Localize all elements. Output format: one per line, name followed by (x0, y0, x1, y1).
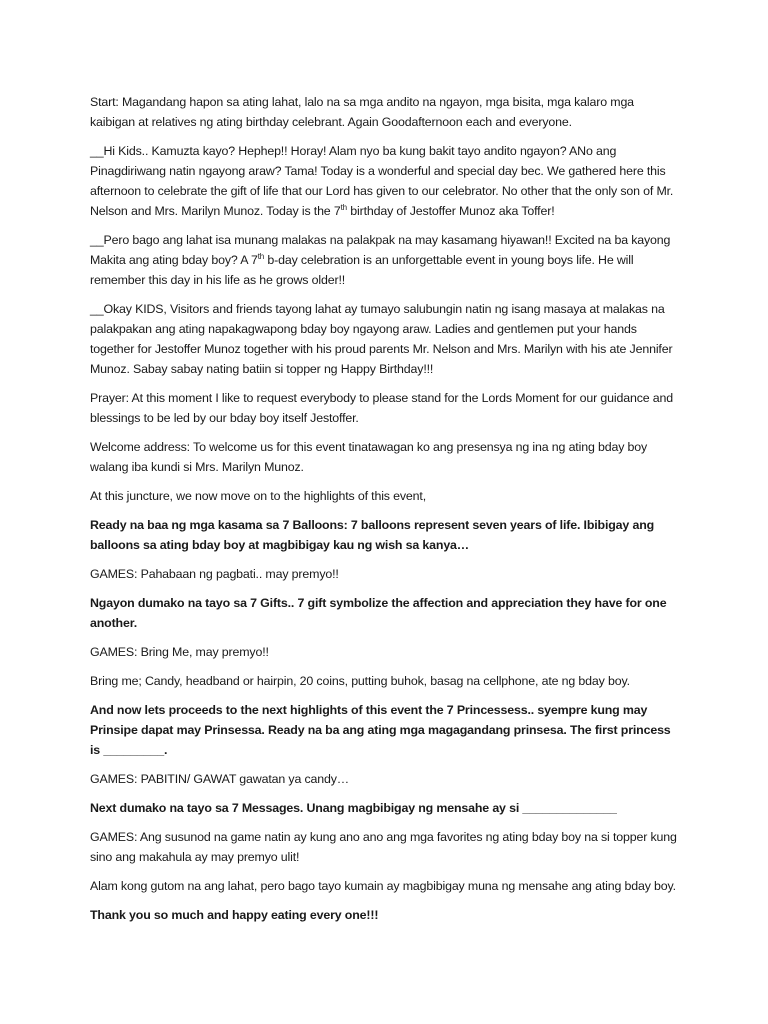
paragraph-text: GAMES: Pahabaan ng pagbati.. may premyo!! (90, 567, 339, 581)
paragraph-11 (90, 642, 680, 662)
paragraph-text: Welcome address: To welcome us for this event tinatawagan ko ang presensya ng ina ng ating bday boy walang iba kundi si Mrs. Marilyn Munoz. (90, 440, 648, 474)
paragraph-text: Thank you so much and happy eating every one!!! (90, 908, 379, 922)
paragraph-text: b-day celebration is an unforgettable event in young boys life. He will remember this day in his life as he grows older!! (90, 253, 634, 287)
paragraph-text: Alam kong gutom na ang lahat, pero bago tayo kumain ay magbibigay muna ng mensahe ang ating bday boy. (90, 879, 676, 893)
document-body (90, 92, 680, 934)
paragraph-12 (90, 671, 680, 691)
paragraph-5 (90, 388, 680, 428)
paragraph-15 (90, 798, 680, 818)
paragraph-4 (90, 299, 680, 379)
paragraph-16 (90, 827, 680, 867)
paragraph-2 (90, 141, 680, 221)
paragraph-text: Ngayon dumako na tayo sa 7 Gifts.. 7 gift symbolize the affection and appreciation they have for one another. (90, 596, 667, 630)
paragraph-text: __Hi Kids.. Kamuzta kayo? Hephep!! Horay! Alam nyo ba kung bakit tayo andito ngayon? ANo ang Pinagdiriwang natin ngayong araw? Tama! Today is a wonderful and special day bec. We gathered here this afternoon to celebrate the gift of life that our Lord has given to our celebrator. No other that the only son of Mr. Nelson and Mrs. Marilyn Munoz. Today is the 7 (90, 144, 674, 218)
paragraph-text: Ready na baa ng mga kasama sa 7 Balloons: 7 balloons represent seven years of life. Ibibigay ang balloons sa ating bday boy at magbibigay kau ng wish sa kanya… (90, 518, 655, 552)
paragraph-13 (90, 700, 680, 760)
paragraph-text: GAMES: Ang susunod na game natin ay kung ano ano ang mga favorites ng ating bday boy na si topper kung sino ang makahula ay may premyo ulit! (90, 830, 677, 864)
paragraph-1 (90, 92, 680, 132)
ordinal-suffix: th (340, 202, 347, 212)
paragraph-text: GAMES: PABITIN/ GAWAT gawatan ya candy… (90, 772, 350, 786)
paragraph-6 (90, 437, 680, 477)
paragraph-text: Start: Magandang hapon sa ating lahat, lalo na sa mga andito na ngayon, mga bisita, mga kalaro mga kaibigan at relatives ng ating birthday celebrant. Again Goodafternoon each and everyone. (90, 95, 634, 129)
paragraph-text: At this juncture, we now move on to the highlights of this event, (90, 489, 427, 503)
paragraph-text: __Okay KIDS, Visitors and friends tayong lahat ay tumayo salubungin natin ng isang masaya at malakas na palakpakan ang ating napakagwapong bday boy ngayong araw. Ladies and gentlemen put your hands together for Jestoffer Munoz together with his proud parents Mr. Nelson and Mrs. Marilyn with his ate Jennifer Munoz. Sabay sabay nating batiin si topper ng Happy Birthday!!! (90, 302, 673, 376)
paragraph-text: Next dumako na tayo sa 7 Messages. Unang magbibigay ng mensahe ay si ______________ (90, 801, 617, 815)
paragraph-text: birthday of Jestoffer Munoz aka Toffer! (346, 204, 555, 218)
paragraph-text: And now lets proceeds to the next highlights of this event the 7 Princessess.. syempre kung may Prinsipe dapat may Prinsessa. Ready na ba ang ating mga magagandang prinsesa. The first princess is _________. (90, 703, 671, 757)
paragraph-text: __Pero bago ang lahat isa munang malakas na palakpak na may kasamang hiyawan!! Excited na ba kayong Makita ang ating bday boy? A 7 (90, 233, 671, 267)
paragraph-8 (90, 515, 680, 555)
paragraph-3 (90, 230, 680, 290)
paragraph-10 (90, 593, 680, 633)
paragraph-17 (90, 876, 680, 896)
paragraph-14 (90, 769, 680, 789)
paragraph-text: Prayer: At this moment I like to request everybody to please stand for the Lords Moment for our guidance and blessings to be led by our bday boy itself Jestoffer. (90, 391, 674, 425)
paragraph-text: GAMES: Bring Me, may premyo!! (90, 645, 269, 659)
paragraph-7 (90, 486, 680, 506)
ordinal-suffix: th (257, 251, 265, 261)
paragraph-text: Bring me; Candy, headband or hairpin, 20 coins, putting buhok, basag na cellphone, ate ng bday boy. (90, 674, 630, 688)
paragraph-9 (90, 564, 680, 584)
paragraph-18 (90, 905, 680, 925)
